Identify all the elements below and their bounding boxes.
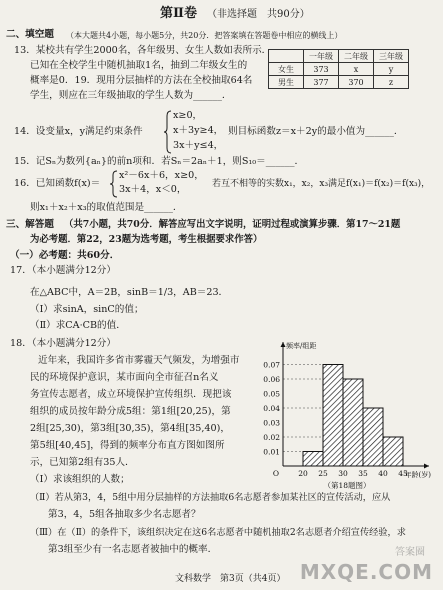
y-axis-arrow-icon bbox=[281, 342, 286, 347]
table-cell: 男生 bbox=[269, 76, 304, 89]
q16-brace-icon bbox=[110, 170, 118, 198]
table-cell: 373 bbox=[304, 63, 339, 76]
section3-heading: 三、解答题 bbox=[6, 219, 54, 230]
x-axis-label: 年龄(岁) bbox=[404, 471, 431, 479]
q18-part3a: （Ⅲ）在（Ⅱ）的条件下，该组织决定在这6名志愿者中随机抽取2名志愿者介绍宣传经验，求 bbox=[30, 527, 406, 538]
table-cell: 女生 bbox=[269, 63, 304, 76]
table-cell: z bbox=[374, 76, 409, 89]
q16-case-2: 3x＋4，x＜0， bbox=[119, 184, 187, 195]
q18-line5: 2组[25,30)，第3组[30,35)，第4组[35,40)， bbox=[30, 423, 230, 434]
histogram-bar bbox=[383, 437, 403, 466]
y-tick-label: 0.01 bbox=[263, 447, 280, 457]
table-cell: y bbox=[374, 63, 409, 76]
required-heading: （一）必考题：共60分． bbox=[10, 250, 120, 261]
y-axis-label: 频率/组距 bbox=[286, 342, 317, 350]
q16-tail: 若互不相等的实数x₁，x₂，x₃满足f(x₁)＝f(x₂)＝f(x₃)， bbox=[212, 179, 431, 189]
table-cell bbox=[269, 50, 304, 63]
table-cell: 三年级 bbox=[374, 50, 409, 63]
q18-line4: 组织的成员按年龄分成5组：第1组[20,25)，第 bbox=[30, 406, 231, 417]
section3-desc-1: （共7小题，共70分．解答应写出文字说明，证明过程或演算步骤．第17～21题 bbox=[64, 219, 401, 230]
section2-desc: （本大题共4小题，每小题5分，共20分．把答案填在答题卷中相应的横线上） bbox=[66, 31, 343, 40]
table-cell: 377 bbox=[304, 76, 339, 89]
y-tick-label: 0.03 bbox=[263, 418, 280, 428]
histogram-bar bbox=[303, 452, 323, 467]
q17-title: 17．（本小题满分12分） bbox=[10, 265, 116, 276]
q14-tail: 则目标函数z＝x＋2y的最小值为______． bbox=[228, 126, 404, 137]
x-tick-label: 25 bbox=[318, 469, 328, 478]
x-tick-label: 20 bbox=[298, 469, 308, 478]
section2-heading: 二、填空题 bbox=[6, 29, 54, 40]
y-tick-label: 0.06 bbox=[263, 375, 280, 384]
q14-cond-3: 3x＋y≤4， bbox=[173, 140, 224, 151]
histogram-bar bbox=[343, 379, 363, 466]
q14-cond-1: x≥0， bbox=[173, 110, 203, 121]
histogram-bar bbox=[323, 365, 343, 467]
table-cell: 一年级 bbox=[304, 50, 339, 63]
q13-line4: 学生，则应在三年级抽取的学生人数为______． bbox=[30, 90, 232, 101]
y-tick-label: 0.02 bbox=[263, 433, 280, 442]
q18-line3: 务宣传志愿者，成立环境保护宣传组织．现把该 bbox=[30, 389, 232, 400]
x-tick-label: 30 bbox=[338, 469, 348, 478]
q17-stem: 在△ABC中，A＝2B，sinB＝1/3，AB＝23． bbox=[30, 287, 229, 298]
table-row bbox=[269, 76, 409, 89]
x-axis-arrow-icon bbox=[424, 464, 429, 469]
section3-desc-2: 为必考题．第22，23题为选考题，考生根据要求作答） bbox=[30, 234, 263, 245]
q18-part3b: 第3组至少有一名志愿者被抽中的概率． bbox=[48, 544, 218, 555]
q18-line6: 第5组[40,45]，得到的频率分布直方图如图所 bbox=[30, 440, 225, 451]
q18-title: 18．（本小题满分12分） bbox=[10, 338, 116, 349]
q14-cond-2: x＋3y≥4， bbox=[173, 125, 224, 136]
q16-line2: 则x₁＋x₂＋x₃的取值范围是______． bbox=[30, 202, 183, 213]
table-row bbox=[269, 63, 409, 76]
table-cell: 二年级 bbox=[339, 50, 374, 63]
q18-part2a: （Ⅱ）若从第3，4，5组中用分层抽样的方法抽取6名志愿者参加某社区的宣传活动，应从 bbox=[30, 492, 391, 503]
q16-lead: 16．已知函数f(x)＝ bbox=[14, 178, 101, 189]
page-title: 第Ⅱ卷 bbox=[160, 6, 197, 21]
watermark-subtext: 答案圈 bbox=[395, 547, 425, 558]
histogram-bar bbox=[363, 408, 383, 466]
y-tick-label: 0.07 bbox=[263, 360, 280, 370]
q18-part1: （Ⅰ）求该组织的人数； bbox=[30, 474, 130, 485]
table-row bbox=[269, 50, 409, 63]
table-cell: 370 bbox=[339, 76, 374, 89]
q15-text: 15．记Sₙ为数列{aₙ}的前n项和．若Sₙ＝2aₙ＋1，则S₁₀＝______． bbox=[14, 156, 305, 167]
q13-line1: 13．某校共有学生2000名，各年级男、女生人数如表所示． bbox=[14, 45, 272, 56]
q18-part2b: 第3，4，5组各抽取多少名志愿者？ bbox=[48, 509, 201, 520]
q14-brace-icon bbox=[164, 110, 172, 154]
table-cell: x bbox=[339, 63, 374, 76]
q17-part1: （Ⅰ）求sinA，sinC的值； bbox=[30, 304, 144, 315]
page-footer: 文科数学 第3页（共4页） bbox=[175, 574, 286, 584]
q18-line7: 示，已知第2组有35人． bbox=[30, 457, 135, 468]
q18-line1: 近年来，我国许多省市雾霾天气频发，为增强市 bbox=[38, 355, 240, 366]
chart-caption: （第18题图） bbox=[323, 481, 371, 490]
q17-part2: （Ⅱ）求CA·CB的值． bbox=[30, 320, 126, 331]
frequency-histogram bbox=[255, 340, 435, 490]
x-tick-label: 45 bbox=[398, 469, 408, 478]
q16-case-1: x²－6x＋6，x≥0， bbox=[119, 170, 204, 181]
x-tick-label: 35 bbox=[358, 469, 368, 478]
y-tick-label: 0.04 bbox=[263, 404, 280, 413]
q13-table bbox=[268, 49, 409, 89]
page-subtitle: （非选择题 共90分） bbox=[207, 9, 310, 20]
q13-line2: 已知在全校学生中随机抽取1名，抽到二年级女生的 bbox=[30, 60, 248, 71]
origin-label: O bbox=[272, 469, 279, 478]
q13-line3: 概率是0．19．现用分层抽样的方法在全校抽取64名 bbox=[30, 75, 253, 86]
x-tick-label: 40 bbox=[378, 469, 388, 478]
q18-line2: 民的环境保护意识，某市面向全市征召n名义 bbox=[30, 372, 219, 383]
q14-lead: 14．设变量x，y满足约束条件 bbox=[14, 126, 143, 137]
y-tick-label: 0.05 bbox=[263, 389, 280, 399]
watermark-logo: MXQE.COM bbox=[299, 560, 433, 584]
